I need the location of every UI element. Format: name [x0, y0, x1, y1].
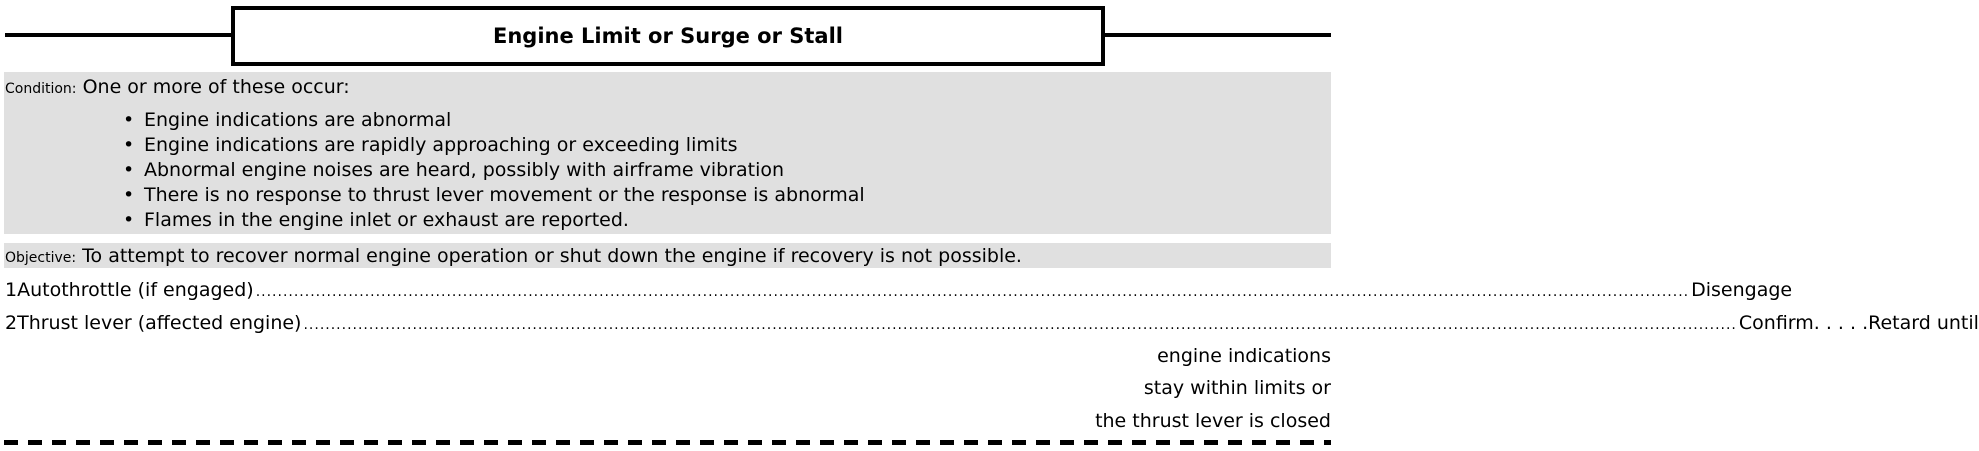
objective-text: To attempt to recover normal engine operation or shut down the engine if recovery is not possible. [82, 245, 1022, 267]
dot-leader: ....................................................................................................................................................................................................................................................................... [303, 317, 1737, 333]
step-action: Confirm. . . . .Retard until [1738, 312, 1979, 334]
list-item: • Flames in the engine inlet or exhaust are reported. [123, 209, 629, 231]
step-item: Thrust lever (affected engine) [17, 312, 302, 334]
condition-label: Condition: [5, 81, 77, 97]
step-action: Disengage [1691, 279, 1793, 301]
condition-list [123, 108, 865, 233]
step-number: 1 [5, 279, 18, 301]
step-2-continuation-2: stay within limits or [1143, 377, 1331, 399]
title-rule-right [1103, 33, 1331, 37]
step-2-continuation-1: engine indications [1157, 345, 1331, 367]
checklist-title [231, 6, 1105, 66]
step-1 [5, 279, 1793, 307]
condition-text: One or more of these occur: [82, 76, 350, 98]
checklist-title-text: Engine Limit or Surge or Stall [493, 24, 843, 48]
list-item: • Engine indications are rapidly approaching or exceeding limits [123, 134, 738, 156]
step-2-continuation-3: the thrust lever is closed [1095, 410, 1331, 432]
list-item: • Abnormal engine noises are heard, possibly with airframe vibration [123, 159, 785, 181]
objective-label: Objective: [5, 250, 77, 266]
step-number: 2 [5, 312, 18, 334]
list-item: • Engine indications are abnormal [123, 109, 452, 131]
continuation-dashed-rule [4, 440, 1331, 445]
list-item: • There is no response to thrust lever movement or the response is abnormal [123, 184, 865, 206]
objective-line [5, 245, 1022, 267]
condition-line [5, 76, 350, 98]
step-item: Autothrottle (if engaged) [17, 279, 254, 301]
dot-leader: ....................................................................................................................................................................................................................................................................... [255, 284, 1690, 300]
step-2 [5, 312, 1979, 340]
title-rule-left [5, 33, 234, 37]
